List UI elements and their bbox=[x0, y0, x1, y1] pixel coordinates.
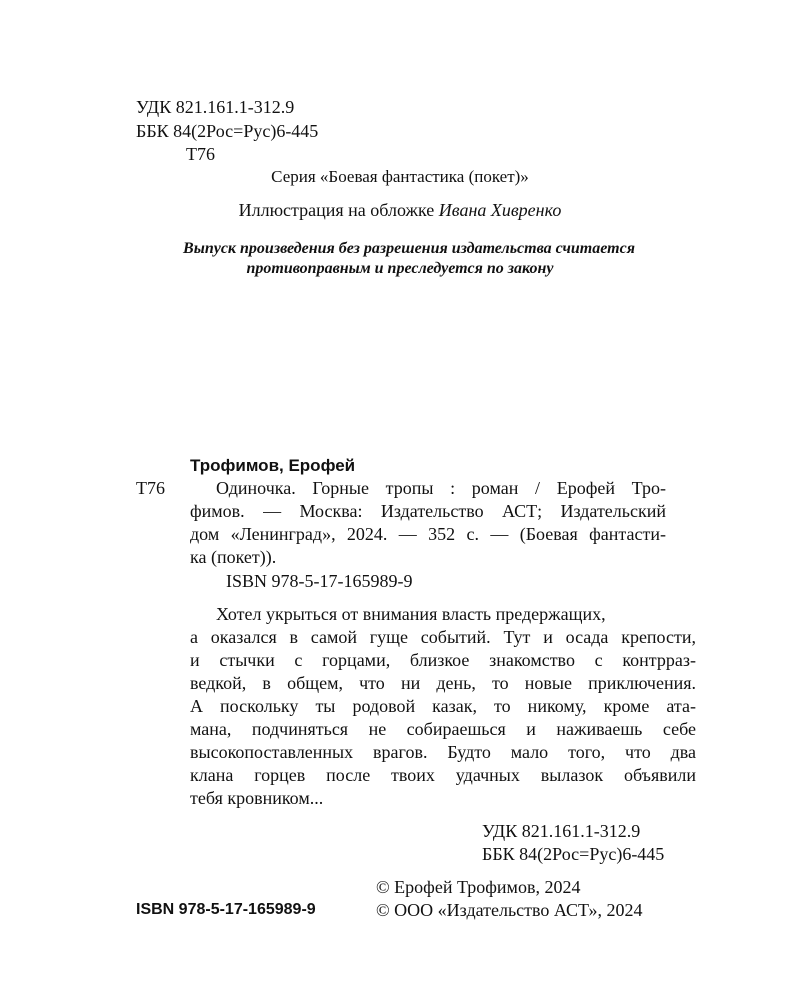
illustration-artist: Ивана Хивренко bbox=[438, 200, 562, 220]
footer-udk-code: УДК 821.161.1-312.9 bbox=[482, 821, 641, 841]
illustration-credit bbox=[0, 199, 800, 221]
author-mark: Т76 bbox=[186, 144, 215, 164]
footer-isbn: ISBN 978-5-17-165989-9 bbox=[136, 901, 316, 918]
annotation-line-2: а оказался в самой гуще событий. Тут и осада крепости, bbox=[190, 627, 696, 647]
legal-notice-line-1: Выпуск произведения без разрешения издательства считается bbox=[183, 240, 635, 257]
copyright-publisher: © ООО «Издательство АСТ», 2024 bbox=[376, 900, 643, 920]
annotation-line-6: мана, подчиняться не собираешься и наживаешь себе bbox=[190, 719, 696, 739]
catalog-description-line-1: Одиночка. Горные тропы : роман / Ерофей Тро- bbox=[216, 478, 666, 498]
annotation-line-1: Хотел укрыться от внимания власть предержащих, bbox=[216, 604, 606, 624]
illustration-prefix: Иллюстрация на обложке bbox=[238, 200, 439, 220]
annotation-line-8: клана горцев после твоих удачных вылазок объявили bbox=[190, 765, 696, 785]
footer-bbk-code: ББК 84(2Рос=Рус)6-445 bbox=[482, 844, 665, 864]
annotation-line-5: А поскольку ты родовой казак, то никому, кроме ата- bbox=[190, 696, 696, 716]
annotation-line-3: и стычки с горцами, близкое знакомство с контрраз- bbox=[190, 650, 696, 670]
annotation-line-9: тебя кровником... bbox=[190, 788, 324, 808]
catalog-description-line-2: фимов. — Москва: Издательство АСТ; Издательский bbox=[190, 501, 666, 521]
catalog-author-mark: Т76 bbox=[136, 478, 165, 498]
annotation-line-7: высокопоставленных врагов. Будто мало того, что два bbox=[190, 742, 696, 762]
bbk-code: ББК 84(2Рос=Рус)6-445 bbox=[136, 121, 319, 141]
udk-code: УДК 821.161.1-312.9 bbox=[136, 97, 295, 117]
annotation-line-4: ведкой, в общем, что ни день, то новые приключения. bbox=[190, 673, 696, 693]
catalog-author-heading: Трофимов, Ерофей bbox=[190, 456, 356, 475]
series-line: Серия «Боевая фантастика (покет)» bbox=[271, 167, 529, 186]
legal-notice-line-2: противоправным и преследуется по закону bbox=[246, 260, 554, 277]
copyright-author: © Ерофей Трофимов, 2024 bbox=[376, 877, 581, 897]
catalog-description-line-4: ка (покет)). bbox=[190, 547, 277, 567]
catalog-description-line-3: дом «Ленинград», 2024. — 352 с. — (Боевая фантасти- bbox=[190, 524, 666, 544]
catalog-isbn: ISBN 978-5-17-165989-9 bbox=[226, 571, 413, 591]
